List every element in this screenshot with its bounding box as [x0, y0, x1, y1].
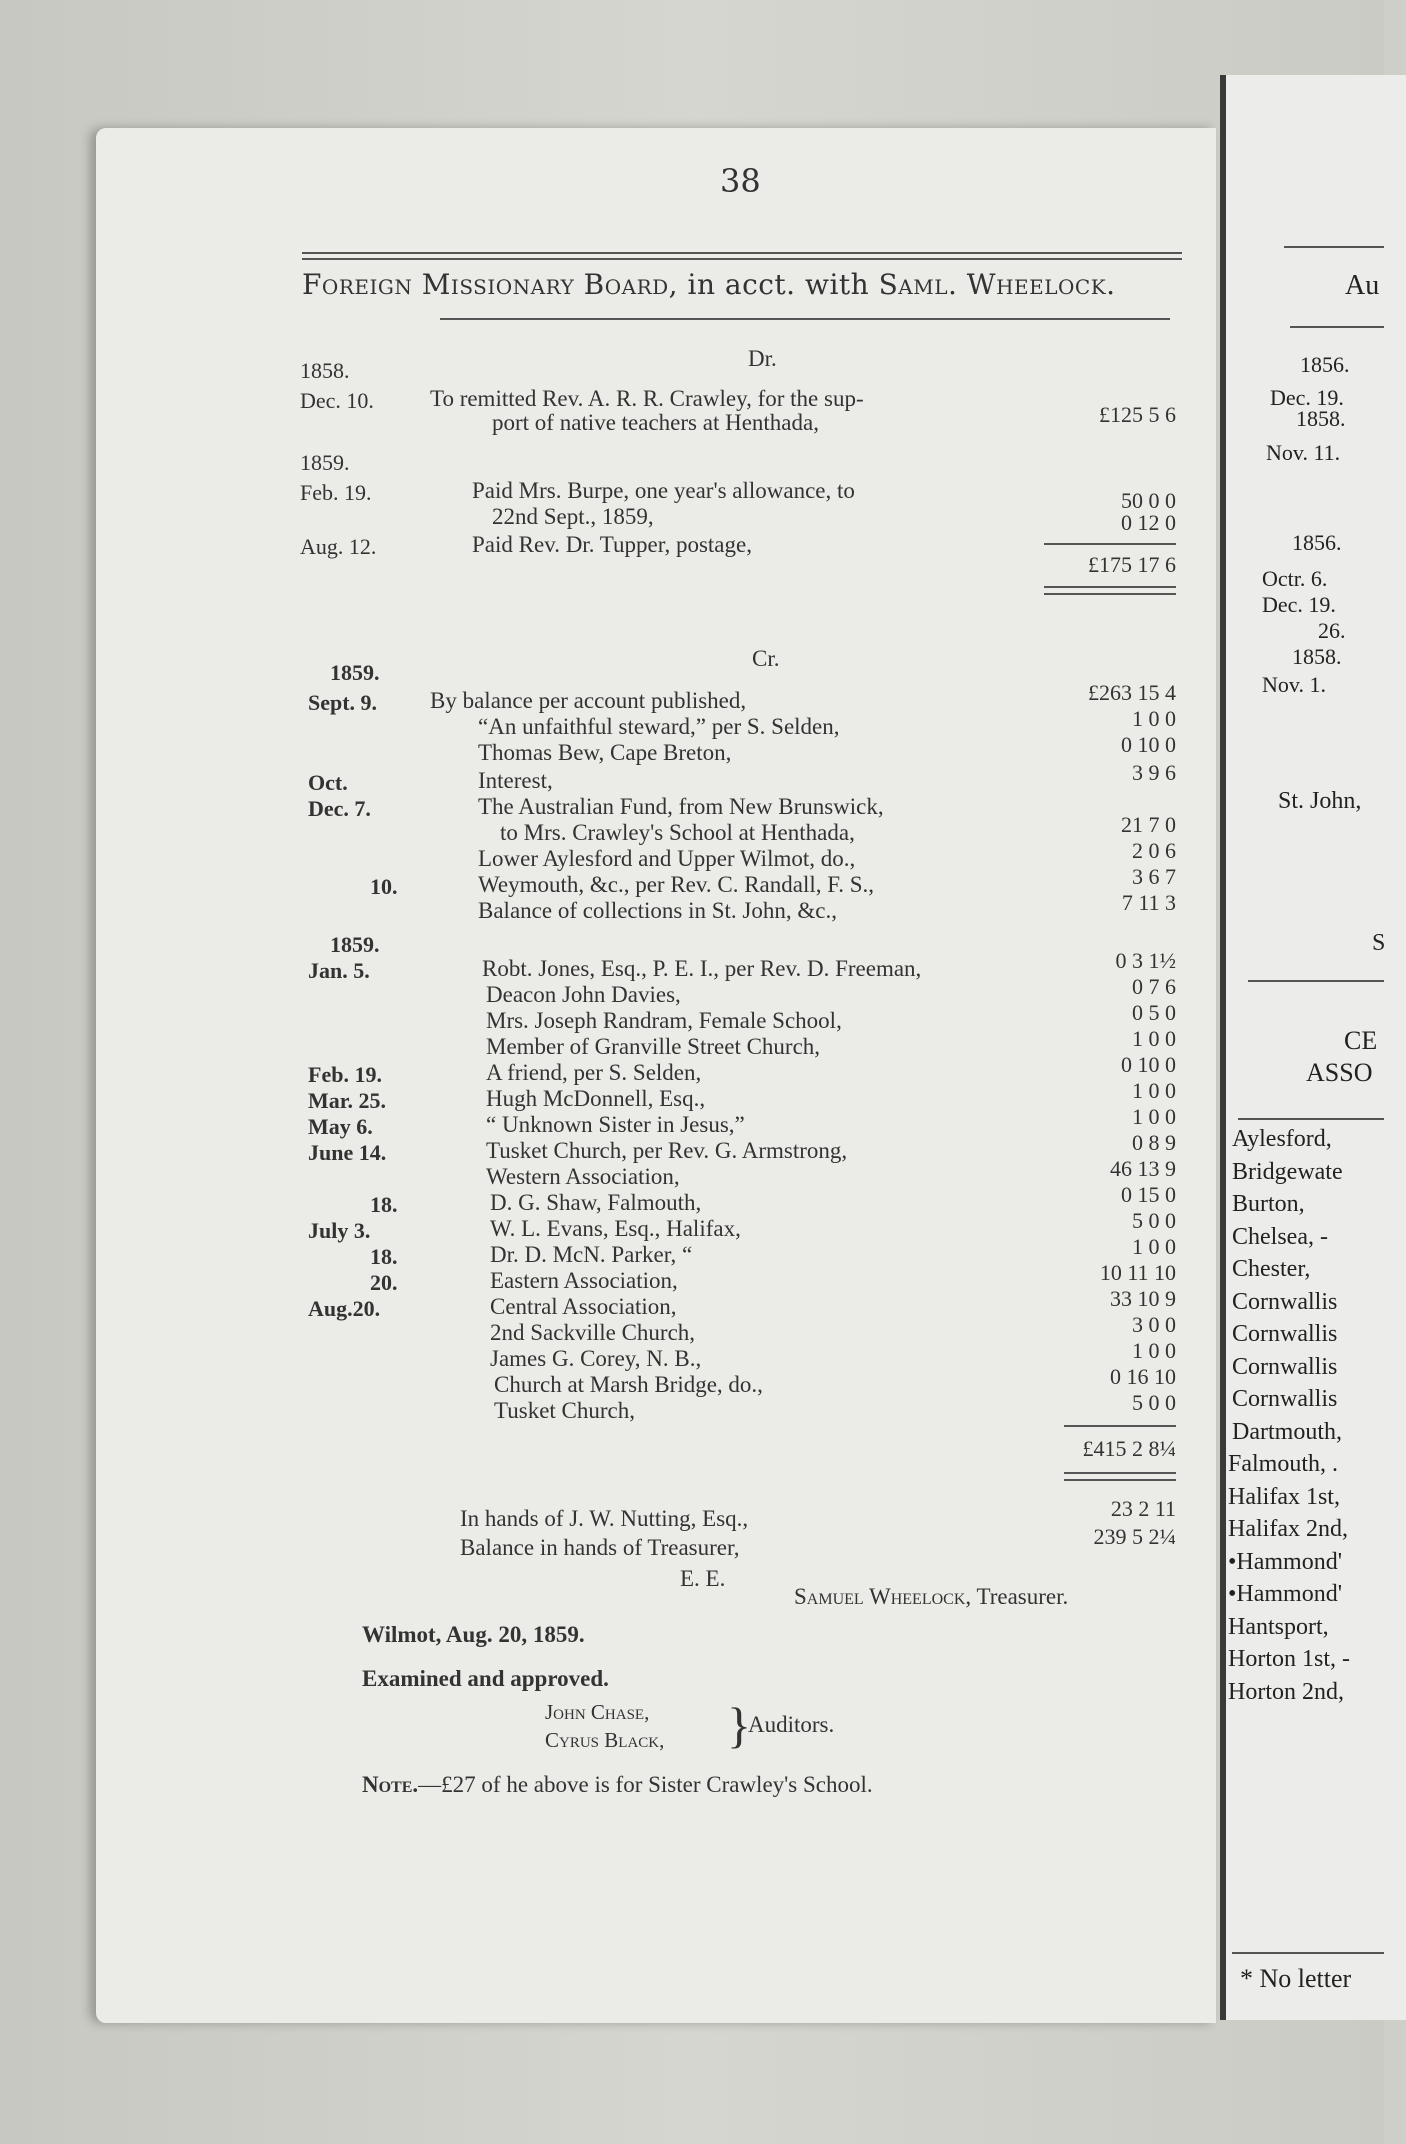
cr-amount: 1 0 0	[1132, 1234, 1176, 1259]
hands-treasurer-amount: 239 5 2¼	[1093, 1524, 1176, 1549]
adjacent-heading-rule	[1290, 326, 1384, 328]
note	[362, 1772, 873, 1798]
cr-amount: 5 0 0	[1132, 1390, 1176, 1415]
adjacent-date: Nov. 1.	[1262, 672, 1326, 697]
cr-entry: Thomas Bew, Cape Breton,	[478, 740, 732, 765]
cr-date: May 6.	[308, 1114, 373, 1139]
dr-entry: 22nd Sept., 1859,	[492, 504, 654, 529]
cr-entry: Eastern Association,	[490, 1268, 678, 1293]
cr-date: Feb. 19.	[308, 1062, 382, 1087]
dr-entry: Paid Rev. Dr. Tupper, postage,	[472, 532, 752, 557]
cr-amount: 3 9 6	[1132, 760, 1176, 785]
cr-amount: 21 7 0	[1121, 812, 1176, 837]
cr-amount: 0 10 0	[1121, 732, 1176, 757]
place-date: Wilmot, Aug. 20, 1859.	[362, 1622, 585, 1647]
adjacent-table-rule	[1238, 1118, 1384, 1120]
adjacent-foot-rule	[1232, 1952, 1384, 1954]
cr-amount: 46 13 9	[1110, 1156, 1176, 1181]
cr-date: 18.	[370, 1192, 398, 1217]
cr-date: Oct.	[308, 770, 348, 795]
cr-amount: 1 0 0	[1132, 706, 1176, 731]
adjacent-church: Hantsport,	[1228, 1613, 1329, 1640]
cr-entry: James G. Corey, N. B.,	[490, 1346, 702, 1371]
cr-date: 1859.	[330, 660, 380, 685]
adjacent-church: •Hammond'	[1228, 1548, 1343, 1575]
adjacent-church: •Hammond'	[1228, 1581, 1343, 1607]
cr-entry: Western Association,	[486, 1164, 680, 1189]
signature-title: Treasurer.	[976, 1584, 1069, 1609]
errors-excepted: E. E.	[680, 1566, 726, 1591]
cr-total-line-1	[1064, 1472, 1176, 1474]
dr-entry: To remitted Rev. A. R. R. Crawley, for the sup-	[430, 386, 864, 411]
cr-amount: 7 11 3	[1121, 890, 1176, 915]
heading-rule	[440, 318, 1170, 320]
adjacent-church: Cornwallis	[1232, 1386, 1338, 1412]
cr-amount: 10 11 10	[1099, 1260, 1176, 1285]
cr-entry: Balance of collections in St. John, &c.,	[478, 898, 837, 923]
adjacent-footnote: * No letter	[1240, 1964, 1352, 1993]
adjacent-church: Cornwallis	[1232, 1288, 1338, 1315]
heading-name: Saml. Wheelock.	[878, 268, 1116, 301]
cr-date: July 3.	[308, 1218, 371, 1243]
cr-entry: Hugh McDonnell, Esq.,	[486, 1086, 706, 1111]
adjacent-ce: CE	[1344, 1026, 1378, 1055]
cr-entry: Lower Aylesford and Upper Wilmot, do.,	[478, 846, 856, 871]
dr-amount: 0 12 0	[1121, 510, 1176, 535]
cr-amount: 0 7 6	[1132, 974, 1176, 999]
top-rule	[302, 252, 1182, 254]
cr-entry: Mrs. Joseph Randram, Female School,	[486, 1008, 842, 1033]
cr-amount: 3 0 0	[1132, 1312, 1176, 1337]
auditors-brace: }	[727, 1697, 751, 1753]
cr-date: Dec. 7.	[308, 796, 371, 821]
treasurer-signature	[794, 1584, 1068, 1610]
adjacent-church: Chester,	[1232, 1256, 1311, 1282]
adjacent-date: Octr. 6.	[1262, 566, 1328, 591]
adjacent-church: Horton 1st, -	[1228, 1646, 1350, 1672]
dr-label: Dr.	[748, 346, 777, 371]
cr-entry: Dr. D. McN. Parker, “	[490, 1242, 693, 1267]
adjacent-date: Dec. 19.	[1262, 592, 1336, 617]
dr-amount: £125 5 6	[1099, 402, 1176, 427]
cr-amount: 0 3 1½	[1115, 948, 1176, 973]
cr-amount: 1 0 0	[1132, 1078, 1176, 1103]
auditor-1: John Chase,	[545, 1700, 650, 1724]
cr-entry: Weymouth, &c., per Rev. C. Randall, F. S.,	[478, 872, 874, 897]
cr-entry: W. L. Evans, Esq., Halifax,	[490, 1216, 741, 1241]
heading-board: Foreign Missionary Board,	[302, 268, 679, 301]
page-number: 38	[720, 162, 761, 200]
cr-date: 1859.	[330, 932, 380, 957]
cr-amount: 1 0 0	[1132, 1338, 1176, 1363]
adjacent-church: Falmouth, .	[1228, 1451, 1339, 1477]
signature-name: Samuel Wheelock,	[794, 1584, 972, 1609]
cr-entry: Robt. Jones, Esq., P. E. I., per Rev. D. Freeman,	[482, 956, 922, 981]
account-heading	[302, 268, 1116, 301]
dr-total: £175 17 6	[1088, 552, 1176, 577]
cr-date: June 14.	[308, 1140, 387, 1165]
cr-entry: Tusket Church, per Rev. G. Armstrong,	[486, 1138, 848, 1163]
cr-amount: 5 0 0	[1132, 1208, 1176, 1233]
dr-date: Dec. 10.	[300, 388, 374, 413]
adjacent-church: Aylesford,	[1232, 1126, 1332, 1152]
hands-treasurer: Balance in hands of Treasurer,	[460, 1535, 740, 1560]
cr-entry: By balance per account published,	[430, 688, 747, 713]
cr-entry: Member of Granville Street Church,	[486, 1034, 821, 1059]
cr-total: £415 2 8¼	[1082, 1436, 1176, 1461]
dr-date: 1858.	[300, 358, 350, 383]
dr-date: Aug. 12.	[300, 534, 377, 559]
cr-amount: 0 15 0	[1121, 1182, 1176, 1207]
hands-nutting-amount: 23 2 11	[1110, 1496, 1176, 1521]
cr-amount: 2 0 6	[1132, 838, 1176, 863]
cr-entry: Central Association,	[490, 1294, 677, 1319]
adjacent-church: Halifax 1st,	[1228, 1483, 1340, 1510]
cr-date: Mar. 25.	[308, 1088, 387, 1113]
adjacent-date: 1858.	[1292, 644, 1342, 669]
cr-entry: Interest,	[478, 768, 553, 793]
cr-amount: 33 10 9	[1110, 1286, 1176, 1311]
cr-entry: “ Unknown Sister in Jesus,”	[486, 1112, 745, 1137]
cr-entry: to Mrs. Crawley's School at Henthada,	[500, 820, 855, 845]
dr-total-line-2	[1044, 593, 1176, 595]
cr-amount: 1 0 0	[1132, 1104, 1176, 1129]
adjacent-s: S	[1372, 930, 1386, 956]
cr-entry: Deacon John Davies,	[486, 982, 681, 1007]
cr-entry: A friend, per S. Selden,	[486, 1060, 702, 1085]
adjacent-heading: Au	[1345, 270, 1380, 301]
cr-amount: 3 6 7	[1132, 864, 1176, 889]
top-rule-2	[302, 258, 1182, 260]
adjacent-date: Dec. 19.	[1270, 385, 1344, 410]
dr-amount: 50 0 0	[1121, 488, 1176, 513]
adjacent-date: 1856.	[1292, 530, 1342, 555]
adjacent-asso: ASSO	[1306, 1058, 1373, 1087]
dr-subtotal-line	[1044, 543, 1176, 545]
cr-amount: 0 16 10	[1110, 1364, 1176, 1389]
cr-date: Jan. 5.	[308, 958, 370, 983]
adjacent-rule	[1248, 980, 1384, 982]
cr-amount: 0 10 0	[1121, 1052, 1176, 1077]
dr-entry: Paid Mrs. Burpe, one year's allowance, to	[472, 478, 855, 503]
note-label: Note.	[362, 1772, 419, 1797]
cr-entry: Tusket Church,	[494, 1398, 635, 1423]
cr-date: 20.	[370, 1270, 398, 1295]
cr-entry: D. G. Shaw, Falmouth,	[490, 1190, 702, 1215]
cr-entry: “An unfaithful steward,” per S. Selden,	[478, 714, 840, 739]
examined-approved: Examined and approved.	[362, 1666, 609, 1691]
adjacent-church: Cornwallis	[1232, 1353, 1338, 1380]
heading-middle: in acct. with	[687, 268, 870, 301]
auditor-2: Cyrus Black,	[545, 1728, 665, 1752]
cr-date: Sept. 9.	[308, 690, 378, 715]
cr-label: Cr.	[752, 646, 780, 671]
cr-amount: 0 5 0	[1132, 1000, 1176, 1025]
adjacent-church: Cornwallis	[1232, 1321, 1338, 1347]
cr-amount: 0 8 9	[1132, 1130, 1176, 1155]
cr-amount: £263 15 4	[1088, 680, 1176, 705]
dr-entry: port of native teachers at Henthada,	[492, 410, 819, 435]
adjacent-date: 26.	[1318, 618, 1346, 643]
adjacent-church: Halifax 2nd,	[1228, 1516, 1348, 1542]
cr-date: Aug.20.	[308, 1296, 381, 1321]
adjacent-church: Dartmouth,	[1232, 1418, 1342, 1445]
adjacent-church: Bridgewate	[1232, 1158, 1343, 1185]
adjacent-church: Horton 2nd,	[1228, 1678, 1344, 1705]
cr-entry: Church at Marsh Bridge, do.,	[494, 1372, 763, 1397]
cr-total-line-2	[1064, 1479, 1176, 1481]
cr-subtotal-line	[1064, 1425, 1176, 1427]
dr-total-line-1	[1044, 586, 1176, 588]
cr-date: 18.	[370, 1244, 398, 1269]
adjacent-date: 1856.	[1300, 352, 1350, 377]
hands-nutting: In hands of J. W. Nutting, Esq.,	[460, 1506, 749, 1531]
cr-amount: 1 0 0	[1132, 1026, 1176, 1051]
dr-date: 1859.	[300, 450, 350, 475]
adjacent-church: Burton,	[1232, 1191, 1305, 1217]
adjacent-top-rule	[1284, 246, 1384, 248]
cr-date: 10.	[370, 874, 398, 899]
cr-entry: The Australian Fund, from New Brunswick,	[478, 794, 884, 819]
adjacent-date: 1858.	[1296, 406, 1346, 431]
adjacent-church: Chelsea, -	[1232, 1223, 1328, 1250]
dr-date: Feb. 19.	[300, 480, 372, 505]
adjacent-date: Nov. 11.	[1266, 440, 1341, 465]
adjacent-st-john: St. John,	[1278, 788, 1362, 814]
note-text: —£27 of he above is for Sister Crawley's School.	[418, 1772, 873, 1797]
cr-entry: 2nd Sackville Church,	[490, 1320, 696, 1345]
auditors-label: Auditors.	[748, 1712, 835, 1737]
